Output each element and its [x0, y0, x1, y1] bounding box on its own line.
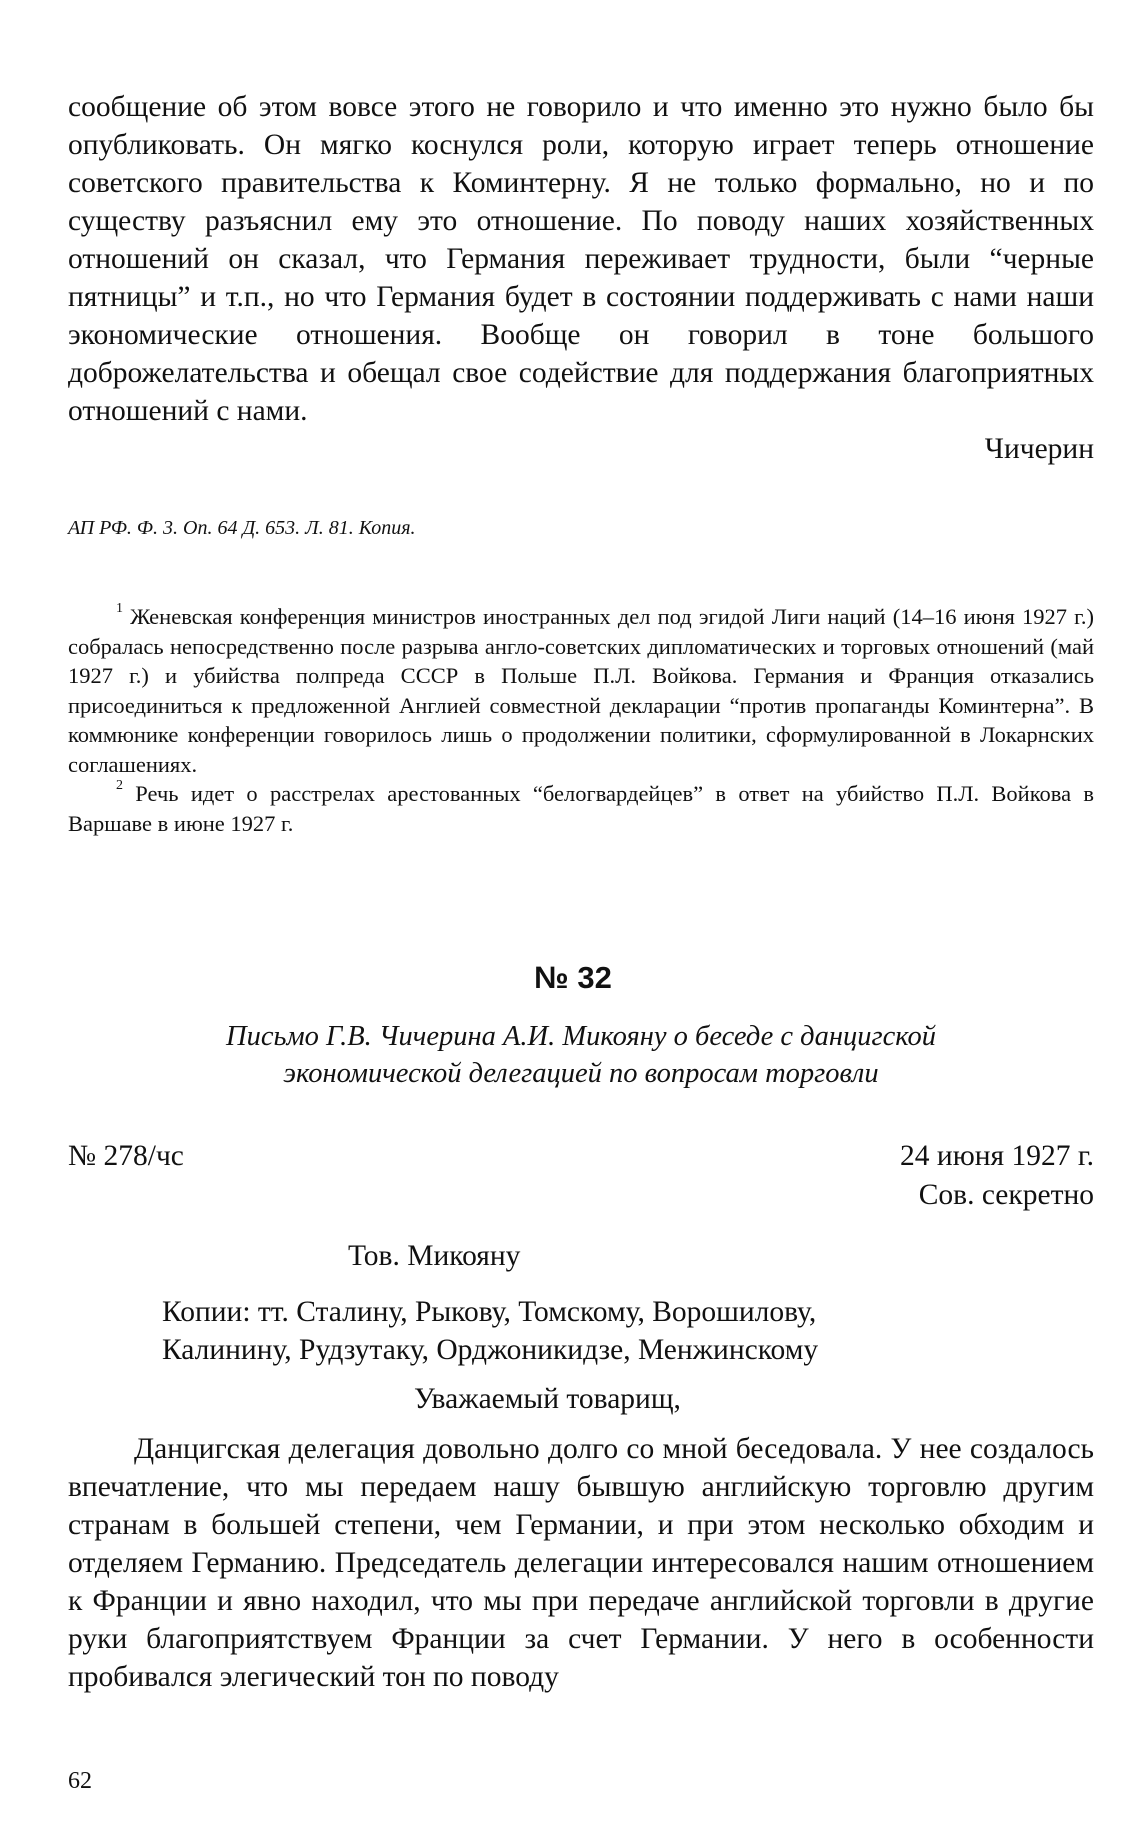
document-title-line-1: Письмо Г.В. Чичерина А.И. Микояну о беседе с данцигской	[226, 1021, 936, 1052]
footnote-text: Речь идет о расстрелах арестованных “белогвардейцев” в ответ на убийство П.Л. Войкова в Варшаве в июне 1927 г.	[68, 781, 1094, 836]
copies-list	[162, 1293, 818, 1369]
footnote-2	[68, 779, 1094, 838]
continuation-block	[68, 88, 1094, 468]
continuation-paragraph: сообщение об этом вовсе этого не говорило и что именно это нужно было бы опубликовать. Он мягко коснулся роли, которую играет теперь отношение советского правительства к Коминтерну. Я не только формально, но и по существу разъяснил ему это отношение. По поводу наших хозяйственных отношений он сказал, что Германия переживает трудности, были “черные пятницы” и т.п., но что Германия будет в состоянии поддерживать с нами наши экономические отношения. Вообще он говорил в тоне большого доброжелательства и обещал свое содействие для поддержания благоприятных отношений с нами.	[68, 91, 1094, 427]
letter-paragraph: Данцигская делегация довольно долго со мной беседовала. У нее создалось впечатление, что мы передаем нашу бывшую английскую торговлю другим странам в большей степени, чем Германии, и при этом несколько обходим и отделяем Германию. Председатель делегации интересовался нашим отношением к Франции и явно находил, что мы при передаче английской торговли в другие руки благоприятствуем Франции за счет Германии. У него в особенности пробивался элегический тон по поводу	[68, 1433, 1094, 1693]
footnote-mark: 2	[116, 778, 123, 793]
footnote-mark: 1	[116, 601, 123, 616]
classification-stamp: Сов. секретно	[918, 1179, 1094, 1211]
document-date: 24 июня 1927 г.	[900, 1140, 1094, 1172]
addressee: Тов. Микояну	[348, 1240, 521, 1272]
document-number: № 32	[534, 960, 612, 995]
page-number: 62	[68, 1768, 92, 1794]
signature: Чичерин	[984, 433, 1094, 465]
footnotes	[68, 602, 1094, 838]
greeting: Уважаемый товарищ,	[414, 1383, 681, 1415]
archive-source: АП РФ. Ф. 3. Оп. 64 Д. 653. Л. 81. Копия.	[68, 517, 416, 539]
footnote-1	[68, 602, 1094, 779]
document-title-line-2: экономической делегацией по вопросам торговли	[283, 1058, 879, 1089]
document-title	[68, 1018, 1094, 1092]
reference-number: № 278/чс	[68, 1140, 184, 1172]
copies-line-1: Копии: тт. Сталину, Рыкову, Томскому, Ворошилову,	[162, 1296, 817, 1328]
footnote-text: Женевская конференция министров иностранных дел под эгидой Лиги наций (14–16 июня 1927 г.) собралась непосредственно после разрыва англо-советских дипломатических и торговых отношений (май 1927 г.) и убийства полпреда СССР в Польше П.Л. Войкова. Германия и Франция отказались присоединиться к предложенной Англией совместной декларации “против пропаганды Коминтерна”. В коммюнике конференции говорилось лишь о продолжении политики, сформулированной в Локарнских соглашениях.	[68, 604, 1094, 777]
letter-body	[68, 1430, 1094, 1696]
copies-line-2: Калинину, Рудзутаку, Орджоникидзе, Менжинскому	[162, 1334, 819, 1366]
